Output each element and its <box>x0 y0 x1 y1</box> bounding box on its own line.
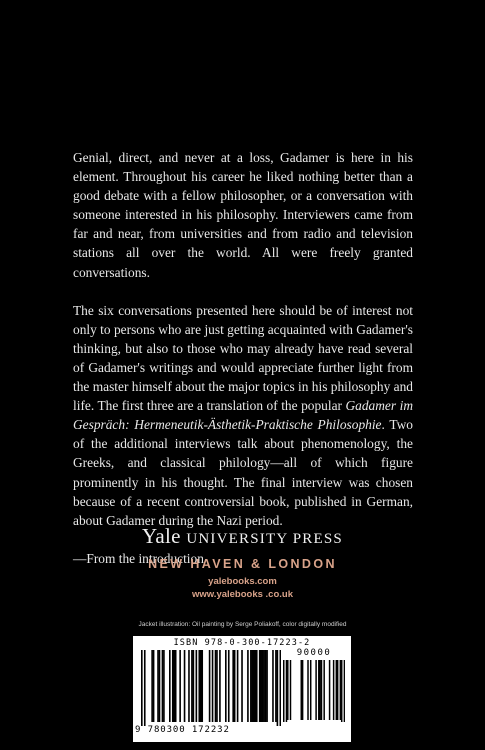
barcode-bar <box>310 660 312 720</box>
barcode-bar <box>175 650 177 722</box>
barcode-bar <box>340 660 342 720</box>
barcode-bar <box>319 660 321 720</box>
barcode-bar <box>263 650 265 722</box>
barcode-bar <box>344 660 345 722</box>
barcode-bar <box>219 650 221 722</box>
barcode-bar <box>200 650 202 722</box>
barcode-bar <box>212 650 214 722</box>
barcode-bar <box>302 660 304 720</box>
barcode-bar <box>336 660 338 720</box>
barcode-bar <box>198 650 200 722</box>
barcode-bar <box>144 650 146 726</box>
barcode-bar <box>250 650 252 722</box>
barcode-bar <box>169 650 171 722</box>
barcode-bar <box>241 650 243 722</box>
barcode-bar <box>272 650 274 722</box>
barcode-bar <box>341 660 343 722</box>
barcode-bar <box>141 650 143 726</box>
barcode-bar <box>323 660 325 720</box>
barcode-bar <box>329 660 331 720</box>
barcode-bar <box>193 650 195 722</box>
website-uk: www.yalebooks .co.uk <box>191 589 293 600</box>
barcode-bar <box>256 650 258 722</box>
barcode-bar <box>157 650 159 722</box>
barcode-bar <box>259 650 261 722</box>
book-title-italic: Gadamer im Gespräch: Hermeneutik-Ästhetik-Praktische Philosophie <box>73 398 413 433</box>
barcode-bar <box>184 650 186 722</box>
barcode-bar <box>290 660 292 720</box>
jacket-credit: Jacket illustration: Oil painting by Serge Poliakoff, color digitally modified <box>138 621 347 628</box>
blurb-paragraph <box>73 148 413 282</box>
blurb-text: The six conversations presented here should be of interest not only to persons who are just getting acquainted with Gadamer's thinking, but also to those who may already have read several of Gadamer's writings and would appreciate further light from the master himself about the major topics in his philosophy and life. The first three are a translation of the popular <box>73 302 413 414</box>
barcode-bar <box>237 650 239 722</box>
publisher-websites <box>0 575 485 601</box>
barcode-bar <box>225 650 227 722</box>
barcode-bar <box>172 650 174 722</box>
barcode-bar <box>253 650 255 722</box>
barcode-bar <box>315 660 317 720</box>
barcode-bar <box>232 650 234 722</box>
barcode-bar <box>280 650 281 726</box>
price-addon-digits: 90000 <box>296 648 332 658</box>
barcode-bar <box>228 650 230 722</box>
barcode-bar <box>191 650 193 722</box>
barcode-bar <box>188 650 190 722</box>
attribution: —From the introduction <box>73 550 204 566</box>
barcode-bar <box>333 660 335 720</box>
addon-barcode-bars <box>283 660 345 722</box>
barcode-bar <box>337 660 339 720</box>
barcode-bar <box>234 650 236 722</box>
barcode-bar <box>153 650 155 722</box>
barcode-bar <box>173 650 175 722</box>
barcode-bar <box>277 650 279 726</box>
barcode-bar <box>262 650 264 722</box>
back-cover-blurb <box>73 148 413 587</box>
publisher-name-main: Yale <box>142 524 181 548</box>
barcode-bar <box>215 650 217 722</box>
publisher-cities: NEW HAVEN & LONDON <box>148 557 337 571</box>
blurb-text: Genial, direct, and never at a loss, Gadamer is here in his element. Throughout his career he liked nothing better than a good debate with a fellow philosopher, or a conversation with someone interested in his philosophy. Interviewers came from far and near, from universities and from radio and television stations all over the world. All were freely granted conversations. <box>73 150 413 280</box>
barcode-bar <box>321 660 323 720</box>
barcode-bar <box>301 660 303 720</box>
publisher-block <box>0 524 485 601</box>
blurb-paragraph <box>73 301 413 530</box>
barcode-bar <box>265 650 267 722</box>
barcode-bar <box>260 650 262 722</box>
barcode-bar <box>275 650 277 722</box>
barcode-bar <box>151 650 153 722</box>
barcode-bar <box>201 650 203 722</box>
barcode-bar <box>286 660 288 722</box>
publisher-name <box>0 524 485 549</box>
barcode-bar <box>247 650 249 722</box>
barcode-bar <box>283 660 285 722</box>
ean-digits: 9 780300 172232 <box>135 725 230 735</box>
barcode-bar <box>163 650 165 722</box>
isbn-label: ISBN 978-0-300-17223-2 <box>173 638 311 648</box>
barcode-bar <box>254 650 256 722</box>
isbn-barcode <box>133 636 351 742</box>
website-us: yalebooks.com <box>208 576 277 587</box>
barcode-bar <box>159 650 161 722</box>
barcode-bar <box>266 650 268 722</box>
barcode-bar <box>162 650 164 722</box>
barcode-bar <box>307 660 309 720</box>
barcode-bar <box>179 650 181 722</box>
barcode-bar <box>252 650 254 722</box>
blurb-text: . Two of the additional interviews talk about phenomenology, the Greeks, and classical philology—all of which figure prominently in his thought. The final interview was chosen because of a recent controversial book, published in German, about Gadamer during the Nazi period. <box>73 417 413 528</box>
ean-barcode-bars <box>141 650 281 726</box>
barcode-bar <box>287 660 289 720</box>
barcode-bar <box>318 660 320 720</box>
barcode-bar <box>216 650 218 722</box>
publisher-name-smallcaps: UNIVERSITY PRESS <box>186 531 343 547</box>
barcode-bar <box>209 650 211 722</box>
barcode-bar <box>196 650 198 722</box>
